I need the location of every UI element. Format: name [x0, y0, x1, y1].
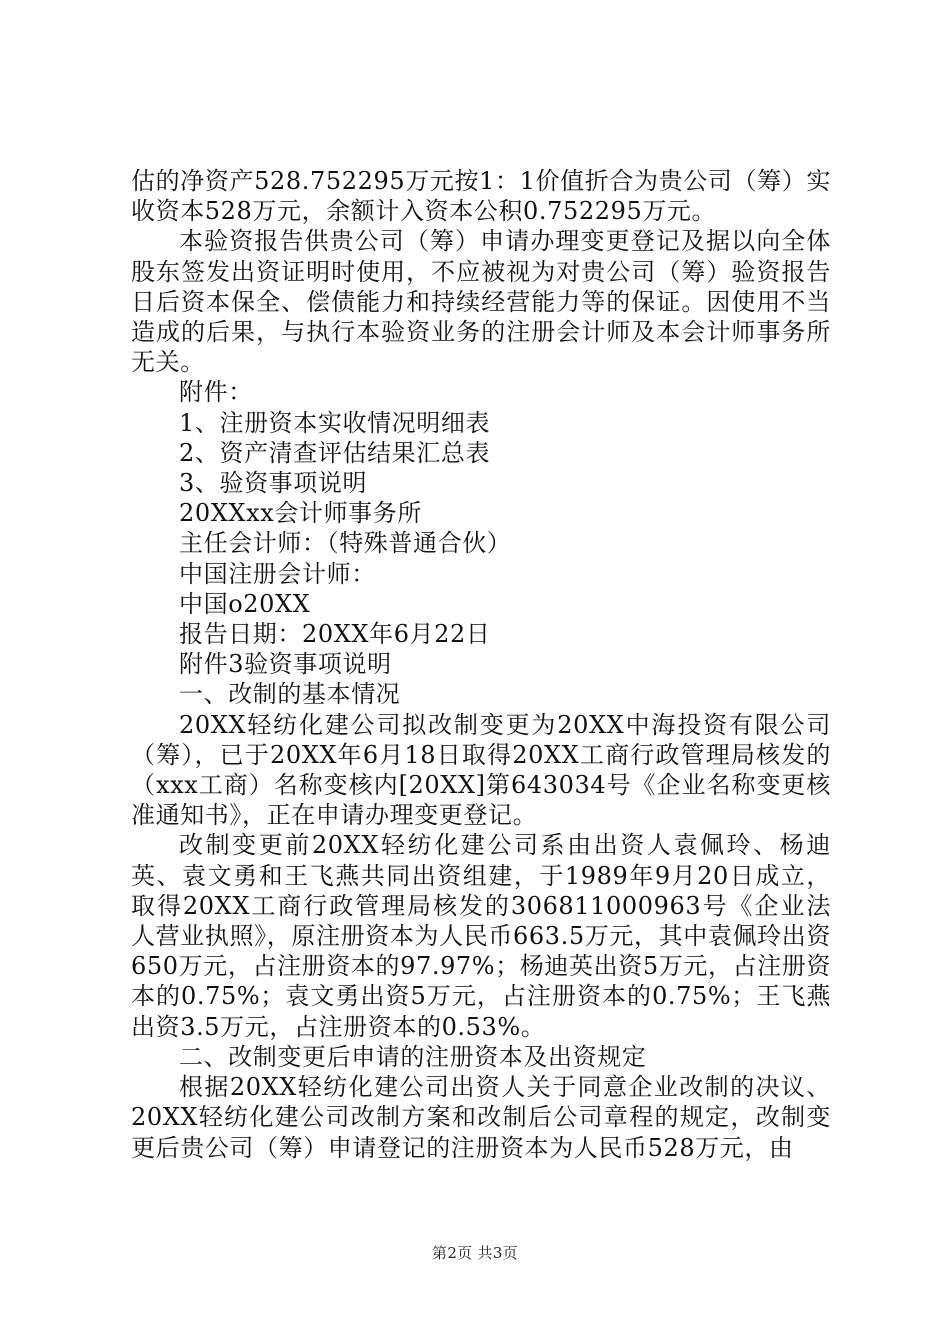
attachments-heading: 附件： [179, 378, 253, 407]
chief-accountant-line: 主任会计师：（特殊普通合伙） [179, 529, 512, 558]
paragraph: 20XX轻纺化建公司拟改制变更为20XX中海投资有限公司（筹），已于20XX年6月18日取得20XX工商行政管理局核发的（xxx工商）名称变核内[20XX]第643034号《企业名称变更核准通知书》，正在申请办理变更登记。 [131, 710, 831, 830]
document-body [131, 166, 831, 1163]
section-heading: 二、改制变更后申请的注册资本及出资规定 [179, 1042, 647, 1071]
attachment-item: 3、验资事项说明 [179, 469, 368, 498]
firm-name: 20XXxx会计师事务所 [179, 499, 422, 528]
page-number: 第2页 共3页 [432, 1244, 518, 1262]
paragraph: 本验资报告供贵公司（筹）申请办理变更登记及据以向全体股东签发出资证明时使用，不应被视为对贵公司（筹）验资报告日后资本保全、偿债能力和持续经营能力等的保证。因使用不当造成的后果，与执行本验资业务的注册会计师及本会计师事务所无关。 [131, 227, 831, 377]
paragraph: 估的净资产528.752295万元按1：1价值折合为贵公司（筹）实收资本528万元，余额计入资本公积0.752295万元。 [131, 167, 831, 226]
cpa-line: 中国注册会计师： [179, 559, 376, 588]
attachment-item: 2、资产清查评估结果汇总表 [179, 438, 491, 467]
attachment-item: 1、注册资本实收情况明细表 [179, 408, 491, 437]
location-line: 中国o20XX [179, 589, 311, 618]
section-heading: 一、改制的基本情况 [179, 680, 401, 709]
section-title: 附件3验资事项说明 [179, 650, 392, 679]
paragraph: 改制变更前20XX轻纺化建公司系由出资人袁佩玲、杨迪英、袁文勇和王飞燕共同出资组建，于1989年9月20日成立，取得20XX工商行政管理局核发的306811000963号《企业法人营业执照》，原注册资本为人民币663.5万元，其中袁佩玲出资650万元，占注册资本的97.97%；杨迪英出资5万元，占注册资本的0.75%；袁文勇出资5万元，占注册资本的0.75%；王飞燕出资3.5万元，占注册资本的0.53%。 [131, 831, 831, 1041]
paragraph: 根据20XX轻纺化建公司出资人关于同意企业改制的决议、20XX轻纺化建公司改制方案和改制后公司章程的规定，改制变更后贵公司（筹）申请登记的注册资本为人民币528万元，由 [131, 1073, 831, 1162]
report-date: 报告日期：20XX年6月22日 [179, 620, 491, 649]
